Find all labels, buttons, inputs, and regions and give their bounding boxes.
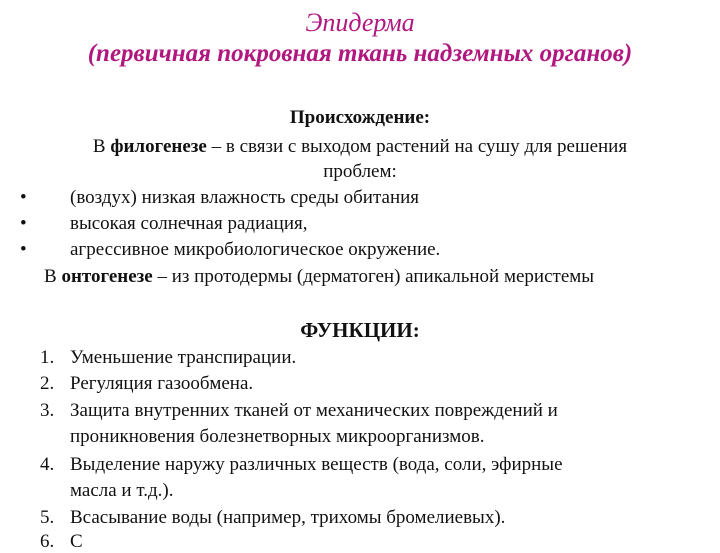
- phylogenesis-term: филогенезе: [110, 136, 207, 157]
- list-item-continuation: проникновения болезнетворных микроорганизмов.: [70, 426, 485, 447]
- list-number: 5.: [40, 507, 55, 528]
- functions-heading: ФУНКЦИИ:: [300, 318, 420, 342]
- ontogenesis-text: – из протодермы (дерматоген) апикальной меристемы: [152, 266, 595, 287]
- list-item: Уменьшение транспирации.: [70, 347, 297, 368]
- bullet-item: агрессивное микробиологическое окружение.: [70, 239, 441, 260]
- bullet-icon: •: [20, 213, 27, 234]
- list-number: 6.: [40, 531, 55, 552]
- list-item: С: [70, 531, 83, 552]
- list-item: Всасывание воды (например, трихомы бромелиевых).: [70, 507, 506, 528]
- list-number: 2.: [40, 373, 55, 394]
- bullet-icon: •: [20, 239, 27, 260]
- origin-heading: Происхождение:: [289, 107, 431, 128]
- ontogenesis-prefix: В: [44, 266, 62, 287]
- ontogenesis-line: [44, 266, 594, 288]
- phylogenesis-text: – в связи с выходом растений на сушу для решения: [206, 136, 628, 157]
- slide-title: Эпидерма: [305, 8, 415, 37]
- list-number: 3.: [40, 400, 55, 421]
- list-number: 4.: [40, 454, 55, 475]
- list-item: Выделение наружу различных веществ (вода, соли, эфирные: [70, 454, 563, 475]
- list-number: 1.: [40, 347, 55, 368]
- list-item: Регуляция газообмена.: [70, 373, 254, 394]
- bullet-icon: •: [20, 187, 27, 208]
- phylogenesis-prefix: В: [92, 136, 111, 157]
- slide-subtitle: (первичная покровная ткань надземных органов): [87, 40, 633, 67]
- ontogenesis-term: онтогенезе: [61, 266, 153, 287]
- phylogenesis-line-2: проблем:: [323, 161, 397, 182]
- bullet-item: (воздух) низкая влажность среды обитания: [70, 187, 420, 208]
- bullet-item: высокая солнечная радиация,: [70, 213, 308, 234]
- list-item-continuation: масла и т.д.).: [70, 480, 174, 501]
- list-item: Защита внутренних тканей от механических повреждений и: [70, 400, 558, 421]
- phylogenesis-line: [0, 136, 720, 158]
